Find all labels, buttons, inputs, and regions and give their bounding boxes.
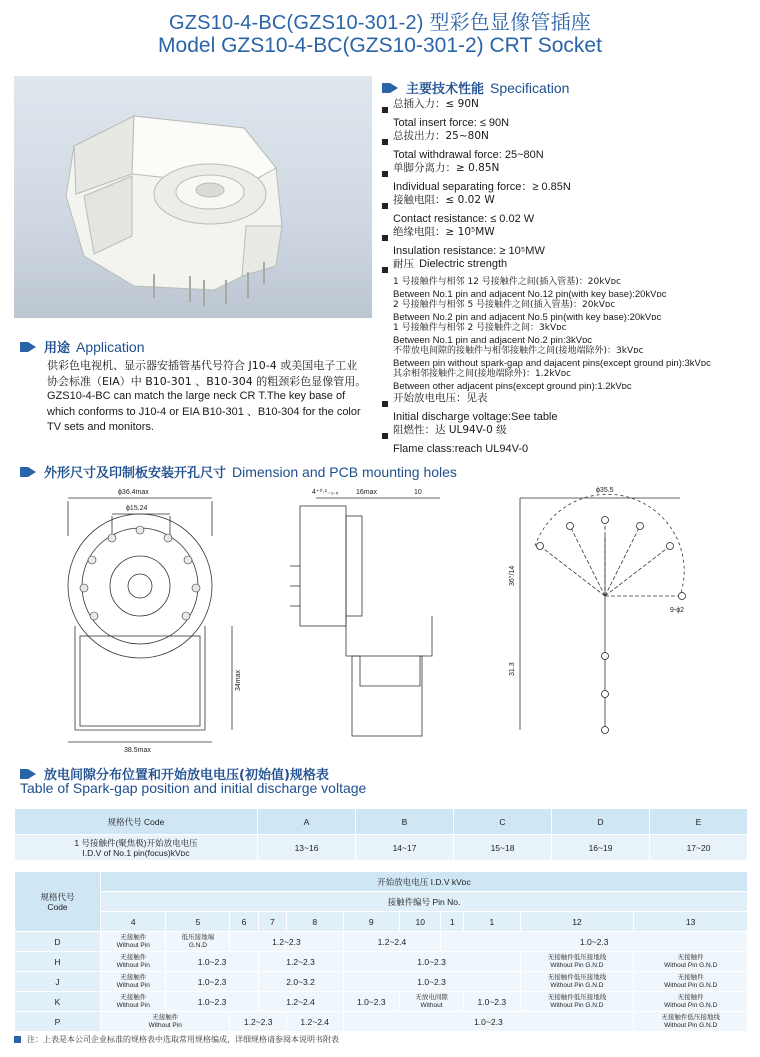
- dim-offset: 10: [414, 489, 422, 496]
- table-cell: 10: [400, 912, 441, 932]
- application-text: [47, 358, 367, 436]
- table-cell: 1: [464, 912, 521, 932]
- table-cell: H: [15, 952, 101, 972]
- table-cell: 17~20: [650, 835, 748, 861]
- dim-pcb-diameter: ϕ35.5: [596, 487, 614, 494]
- table-cell: 1.0~2.3: [343, 972, 520, 992]
- dim-outer-diameter: ϕ36.4max: [118, 489, 149, 496]
- table-cell: P: [15, 1012, 101, 1032]
- table-heading-en: Table of Spark-gap position and initial discharge voltage: [20, 780, 367, 796]
- table-cell: 规格代号 Code: [15, 809, 258, 835]
- dim-height: 34max: [235, 669, 242, 691]
- dim-width: 38.5max: [124, 747, 151, 754]
- table-cell: 接触件编号 Pin No.: [101, 892, 748, 912]
- spec-item: 开始放电电压：见表: [382, 392, 752, 411]
- application-cn: 供彩色电视机、显示器安插管基代号符合 J10-4 或美国电子工业协会标准（EIA）中 B10-301 、B10-304 的粗颈彩色显像管用。: [47, 359, 367, 388]
- table-cell: 6: [230, 912, 258, 932]
- section-marker-icon: [382, 83, 400, 93]
- specification-heading: 主要技术性能 Specification: [382, 78, 569, 97]
- dimension-heading: 外形尺寸及印制板安装开孔尺寸 Dimension and PCB mounting holes: [20, 462, 457, 481]
- table-cell: 1: [441, 912, 464, 932]
- table-cell: 14~17: [356, 835, 454, 861]
- footnote: 注：上表是本公司企业标准的规格表中选取常用规格编成，详细规格请参阅本说明书附表: [14, 1034, 339, 1045]
- application-heading: 用途 Application: [20, 337, 145, 356]
- table-cell: 1.2~2.3: [230, 1012, 287, 1032]
- spec-tables: [14, 808, 748, 1032]
- table-cell: 1.2~2.3: [230, 932, 343, 952]
- table-cell: 1.0~2.3: [166, 952, 258, 972]
- table-cell: E: [650, 809, 748, 835]
- discharge-table-focus: [14, 808, 748, 861]
- dim-inner-diameter: ϕ15.24: [126, 505, 148, 512]
- table-cell: 无接触件 Without Pin: [101, 992, 166, 1012]
- table-cell: 8: [286, 912, 343, 932]
- table-cell: 无接触件低压接地线 Without Pin G.N.D: [634, 1012, 748, 1032]
- dim-holes: 9-ϕ2: [670, 607, 685, 614]
- dim-tolerance: 4⁺⁰·¹₋₀.₅: [312, 489, 339, 496]
- table-cell: 无接触件低压接地线 Without Pin G.N.D: [520, 992, 634, 1012]
- specification-list: 总插入力：≤ 90N Total insert force: ≤ 90N 总拔出力：25~80N Total withdrawal force: 25~80N 单脚分离力：≥ 0.85N Individual separating force：≥ 0.85N 接触电阻：≤ 0.02 W Contact resistance: ≤ 0.02 W 绝缘电阻：≥ 10⁵MW Insulation resistance: ≥ 10⁵MW 耐压 Dielectric strength 1 号接触件与相邻 12 号接触件之间(插入管基)：20kVᴅᴄ Between No.1 pin and adjacent No.12 pin(with key base):20kVᴅᴄ 2 号接触件与相邻 5 号接触件之间(插入管基)：20kVᴅᴄ Between No.2 pin and adjacent No.5 pin(with key base):20kVᴅᴄ 1 号接触件与相邻 2 号接触件之间：3kVᴅᴄ Between No.1 pin and adjacent No.2 pin:3kVᴅᴄ 不带放电间隙的接触件与相邻接触件之间(接地端除外)：3kVᴅᴄ Between pin without spark-gap and dajacent pins(except ground pin):3kVᴅᴄ 其余相邻接触件之间(接地端除外)：1.2kVᴅᴄ Between other adjacent pins(except ground pin):1.2kVᴅᴄ 开始放电电压：见表 Initial discharge voltage:See table 阻燃性：达 UL94V-0 级 Flame class:reach UL94V-0: [382, 98, 752, 456]
- dim-depth: 16max: [356, 489, 378, 496]
- table-cell: 16~19: [552, 835, 650, 861]
- table-cell: 无接触件 Without Pin G.N.D: [634, 972, 748, 992]
- table-cell: 1.0~2.3: [343, 992, 400, 1012]
- table-cell: 无接触件 Without Pin: [101, 932, 166, 952]
- table-cell: 9: [343, 912, 400, 932]
- table-cell: D: [15, 932, 101, 952]
- table-cell: K: [15, 992, 101, 1012]
- table-cell: J: [15, 972, 101, 992]
- section-marker-icon: [20, 342, 38, 352]
- table-cell: 13~16: [258, 835, 356, 861]
- table-cell: 无接触件 Without Pin G.N.D: [634, 952, 748, 972]
- table-cell: 1.0~2.3: [166, 972, 258, 992]
- spec-item: 单脚分离力：≥ 0.85N: [382, 162, 752, 181]
- dimension-drawing: [0, 476, 760, 762]
- table-cell: 1.2~2.4: [258, 992, 343, 1012]
- table-cell: 1.0~2.3: [343, 1012, 634, 1032]
- table-cell: 1.2~2.3: [258, 952, 343, 972]
- table-cell: 4: [101, 912, 166, 932]
- table-cell: 规格代号 Code: [15, 872, 101, 932]
- table-cell: 2.0~3.2: [258, 972, 343, 992]
- page-title-cn: GZS10-4-BC(GZS10-301-2) 型彩色显像管插座: [168, 12, 592, 34]
- table-cell: 7: [258, 912, 286, 932]
- table-cell: 低压接地端 G.N.D: [166, 932, 230, 952]
- dim-pcb-height: 31.3: [509, 662, 516, 676]
- spec-item: 阻燃性：达 UL94V-0 级: [382, 424, 752, 443]
- table-row: [15, 952, 748, 972]
- table-cell: 1.2~2.4: [343, 932, 441, 952]
- spec-item: 接触电阻：≤ 0.02 W: [382, 194, 752, 213]
- dim-angle: 36°/14: [509, 565, 516, 586]
- table-cell: 无接触件低压接地线 Without Pin G.N.D: [520, 972, 634, 992]
- table-cell: B: [356, 809, 454, 835]
- table-cell: C: [454, 809, 552, 835]
- table-cell: 无放电间隙 Without: [400, 992, 464, 1012]
- note-marker-icon: [14, 1036, 21, 1043]
- table-cell: 无接触件 Without Pin G.N.D: [634, 992, 748, 1012]
- table-cell: 无接触件 Without Pin: [101, 972, 166, 992]
- table-row: [15, 932, 748, 952]
- spec-item-dielectric: 耐压 Dielectric strength: [382, 258, 752, 277]
- spec-item: 总插入力：≤ 90N: [382, 98, 752, 117]
- table-cell: 无接触件低压接地线 Without Pin G.N.D: [520, 952, 634, 972]
- table-cell: 无接触件 Without Pin: [101, 952, 166, 972]
- table-cell: 5: [166, 912, 230, 932]
- table-cell: 12: [520, 912, 634, 932]
- table-cell: 1.0~2.3: [343, 952, 520, 972]
- table-cell: 13: [634, 912, 748, 932]
- table-cell: 15~18: [454, 835, 552, 861]
- table-cell: D: [552, 809, 650, 835]
- application-en: GZS10-4-BC can match the large neck CR T.The key base of which conforms to J10-4 or EIA B10-301 、B10-304 for the color TV sets and monitors.: [47, 390, 361, 433]
- discharge-table-pins: [14, 871, 748, 1032]
- table-cell: A: [258, 809, 356, 835]
- page-title-en: Model GZS10-4-BC(GZS10-301-2) CRT Socket: [158, 34, 602, 57]
- section-marker-icon: [20, 769, 38, 779]
- table-cell: 开始放电电压 I.D.V kVᴅᴄ: [101, 872, 748, 892]
- spec-item: 总拔出力：25~80N: [382, 130, 752, 149]
- table-cell: 1.0~2.3: [441, 932, 748, 952]
- table-heading: 放电间隙分布位置和开始放电电压(初始值)规格表: [20, 764, 329, 783]
- table-cell: 1.0~2.3: [464, 992, 521, 1012]
- table-cell: 无接触件 Without Pin: [101, 1012, 230, 1032]
- table-row: [15, 1012, 748, 1032]
- table-row: [15, 972, 748, 992]
- section-marker-icon: [20, 467, 38, 477]
- table-row: [15, 992, 748, 1012]
- table-cell: 1 号接触件(聚焦极)开始放电电压 I.D.V of No.1 pin(focus)kVᴅᴄ: [15, 835, 258, 861]
- product-photo: [14, 76, 372, 318]
- table-cell: 1.2~2.4: [286, 1012, 343, 1032]
- spec-item: 绝缘电阻：≥ 10⁵MW: [382, 226, 752, 245]
- table-cell: 1.0~2.3: [166, 992, 258, 1012]
